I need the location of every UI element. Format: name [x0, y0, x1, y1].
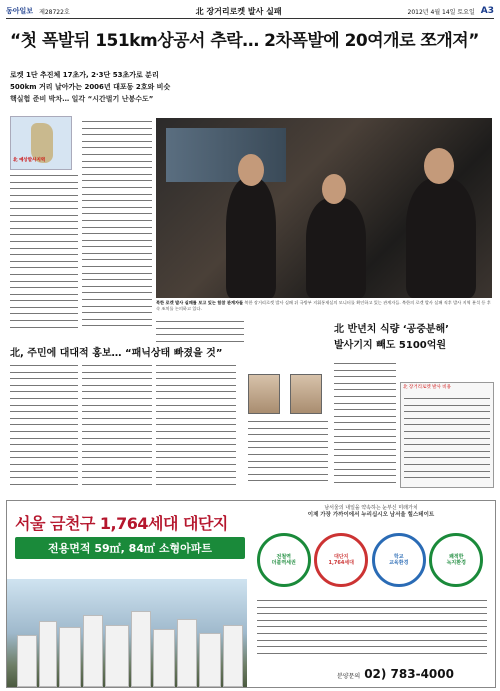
monitor-screen [166, 128, 286, 182]
feature-circle: 쾌적한 녹지환경 [429, 533, 483, 587]
side-headline-sub: 발사기지 빼도 5100억원 [334, 340, 447, 351]
portrait-2 [290, 374, 322, 414]
ad-subtitle: 전용면적 59㎡, 84㎡ 소형아파트 [15, 537, 245, 559]
section-title: 北 장거리로켓 발사 실패 [195, 6, 282, 16]
subhead-1: 로켓 1단 추진체 17초가, 2·3단 53초가로 분리 [10, 71, 159, 79]
portrait-1 [248, 374, 280, 414]
news-photo [156, 118, 492, 298]
ad-phone [337, 667, 454, 681]
feature-circle: 학교 교육환경 [372, 533, 426, 587]
page-number: A3 [480, 6, 494, 16]
body-column-1 [10, 172, 78, 330]
ad-phone-number: 02) 783-4000 [364, 667, 454, 681]
body-column-side-1 [334, 360, 396, 485]
photo-caption-body: 북한 장거리로켓 발사 실패 뒤 국방부 지휘통제실의 모니터를 확인하고 있는 관계자들. 북한의 로켓 발사 실패 직후 발사 지역 분석 등 후속 조치를 논의하고 있다. [156, 300, 491, 311]
body-column-2 [82, 118, 152, 329]
issue-number: 제28722호 [39, 8, 70, 16]
photo-caption-title: 북한 로켓 발사 실패를 보고 있는 합참 관계자들 [156, 300, 244, 305]
body-column-3 [156, 318, 244, 344]
ad-phone-label: 분양문의 [337, 673, 361, 680]
newspaper-logo: 동아일보 [6, 7, 34, 15]
cost-infobox [400, 382, 494, 488]
apartment-advertisement [6, 500, 496, 688]
subheadlines [10, 70, 240, 106]
masthead [6, 4, 494, 19]
ad-feature-circles [255, 533, 485, 591]
cost-infobox-title: 北 장거리로켓 발사 비용 [403, 385, 451, 390]
subhead-2: 500km 거리 날아가는 2006년 대포동 2호와 비슷 [10, 83, 171, 91]
body-column-6 [156, 362, 236, 487]
main-headline: “첫 폭발뒤 151km상공서 추락… 2차폭발에 20여개로 쪼개져” [10, 31, 479, 51]
subhead-3: 핵실험 준비 박차… 일각 “시간벌기 난봉수도” [10, 95, 154, 103]
ad-title: 서울 금천구 1,764세대 대단지 [15, 514, 228, 533]
ad-top-line-1: 남서울의 내일을 약속하는 눈부신 미래가치 [324, 505, 418, 511]
side-headline [334, 322, 494, 354]
north-propaganda-headline: 北, 주민에 대대적 홍보… “패닉상태 빠졌을 것” [10, 348, 223, 359]
photo-caption [156, 300, 492, 311]
side-headline-title: 北 반년치 식량 ‘공중분해’ [334, 324, 449, 335]
issue-date: 2012년 4월 14일 토요일 [407, 8, 475, 16]
launch-site-map [10, 116, 72, 170]
body-column-5 [82, 362, 152, 487]
map-label: 北 예상발사지역 [13, 158, 46, 163]
feature-circle: 대단지 1,764세대 [314, 533, 368, 587]
ad-cityscape [7, 579, 247, 687]
body-column-4 [10, 362, 78, 487]
body-column-7 [248, 418, 328, 484]
feature-circle: 전철역 더블역세권 [257, 533, 311, 587]
ad-bullet-list [257, 597, 487, 656]
ad-top-line-2: 이제 가장 가까이에서 누리십시오 남서울 힐스테이트 [307, 512, 435, 518]
